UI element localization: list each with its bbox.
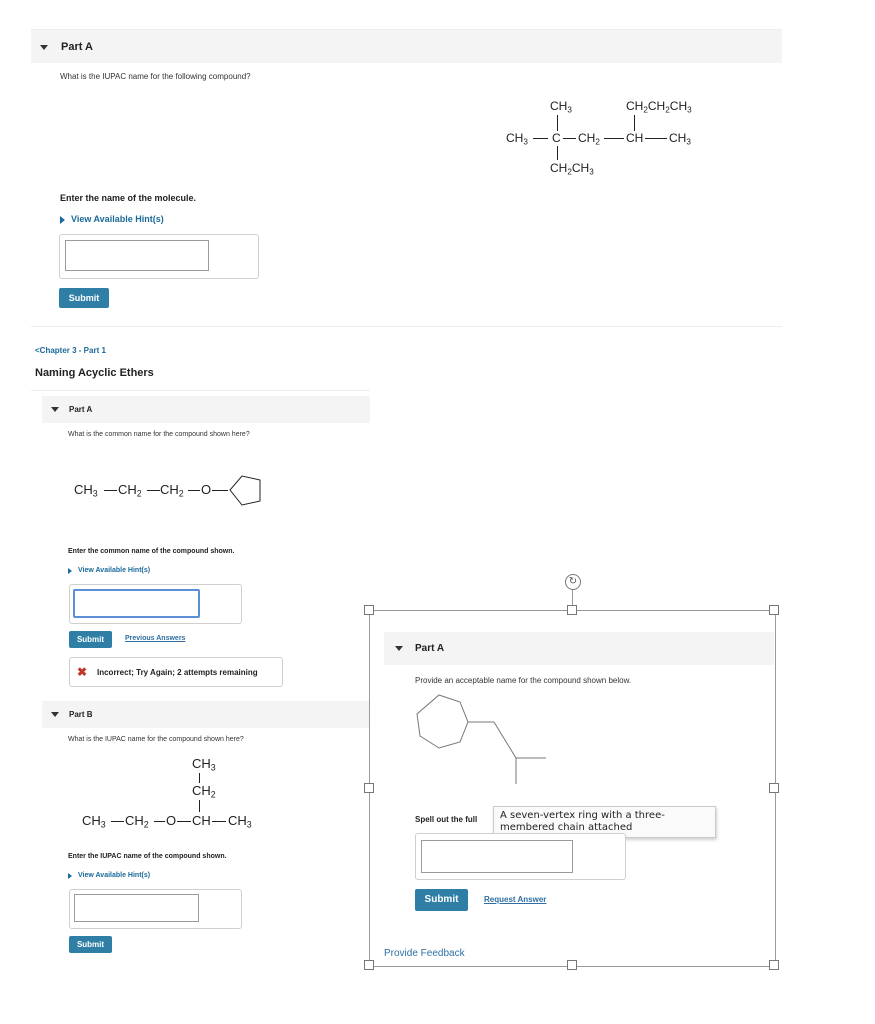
error-x-icon: ✖ [77, 665, 88, 679]
chevron-left-icon: < [35, 346, 40, 355]
top-part-a-header[interactable] [31, 30, 782, 63]
feedback-box [69, 657, 283, 687]
answer-box [59, 234, 259, 279]
cycloheptane-skeletal-structure [412, 694, 552, 786]
hint-link[interactable]: View Available Hint(s) [78, 567, 151, 574]
part-title: Part A [61, 41, 93, 53]
question-text: Provide an acceptable name for the compound shown below. [415, 676, 632, 685]
name-input[interactable] [65, 240, 209, 271]
answer-box [69, 889, 242, 929]
tooltip: A seven-vertex ring with a three-membered chain attached [493, 806, 716, 838]
compound-name-input[interactable] [421, 840, 573, 873]
hint-link[interactable]: View Available Hint(s) [78, 872, 151, 879]
resize-handle-top-right[interactable] [769, 605, 779, 615]
compound-structure-ether: $CH_3$ $CH_2$ $CH_2$ O [74, 472, 274, 512]
feedback-text: Incorrect; Try Again; 2 attempts remaining [97, 668, 258, 677]
compound-structure-top: $CH_3$ $CH_2CH_2CH_3$ $CH_3$ C $CH_2$ CH $CH_3$ $CH_2CH_3$ [506, 99, 692, 177]
hint-link[interactable]: View Available Hint(s) [71, 214, 164, 224]
collapse-caret-icon[interactable] [51, 712, 59, 717]
part-title: Part B [69, 710, 93, 719]
resize-handle-left[interactable] [364, 783, 374, 793]
part-title: Part A [69, 405, 93, 414]
resize-handle-top-left[interactable] [364, 605, 374, 615]
collapse-caret-icon[interactable] [40, 45, 48, 50]
previous-answers-link[interactable]: Previous Answers [125, 635, 186, 642]
compound-structure-sec-butyl-ether: $CH_3$ $CH_2$ $CH_3$ $CH_2$ O CH $CH_3$ [82, 756, 252, 830]
left-part-b-header[interactable] [42, 701, 370, 728]
section-divider [31, 326, 782, 327]
prompt-text: Enter the name of the molecule. [60, 193, 197, 203]
question-text: What is the IUPAC name for the following compound? [60, 72, 251, 81]
submit-button[interactable]: Submit [59, 288, 109, 308]
resize-handle-bottom-left[interactable] [364, 960, 374, 970]
answer-box [415, 833, 626, 880]
left-part-a-header[interactable] [42, 396, 370, 423]
submit-button[interactable]: Submit [69, 631, 112, 648]
resize-handle-bottom[interactable] [567, 960, 577, 970]
question-text: What is the IUPAC name for the compound shown here? [68, 736, 244, 743]
question-text: What is the common name for the compound shown here? [68, 431, 250, 438]
expand-caret-icon [68, 568, 72, 574]
submit-button[interactable]: Submit [415, 889, 468, 911]
resize-handle-bottom-right[interactable] [769, 960, 779, 970]
common-name-input[interactable] [73, 589, 200, 618]
prompt-text: Enter the IUPAC name of the compound shown. [68, 853, 227, 860]
right-part-a-header[interactable] [384, 632, 774, 665]
request-answer-link[interactable]: Request Answer [484, 895, 547, 904]
expand-caret-icon [60, 216, 65, 224]
resize-handle-top[interactable] [567, 605, 577, 615]
rotate-icon[interactable]: ↻ [565, 574, 581, 590]
collapse-caret-icon[interactable] [395, 646, 403, 651]
provide-feedback-link[interactable]: Provide Feedback [384, 948, 465, 959]
collapse-caret-icon[interactable] [51, 407, 59, 412]
prompt-text: Spell out the full [415, 815, 478, 824]
cyclopentane-ring-icon [228, 474, 262, 508]
expand-caret-icon [68, 873, 72, 879]
answer-box [69, 584, 242, 624]
back-chapter-link[interactable]: <Chapter 3 - Part 1 [35, 346, 106, 355]
resize-handle-right[interactable] [769, 783, 779, 793]
prompt-text: Enter the common name of the compound shown. [68, 548, 235, 555]
section-title: Naming Acyclic Ethers [35, 367, 154, 379]
part-title: Part A [415, 643, 445, 654]
submit-button[interactable]: Submit [69, 936, 112, 953]
iupac-name-input[interactable] [74, 894, 199, 922]
section-title-divider [31, 390, 370, 391]
